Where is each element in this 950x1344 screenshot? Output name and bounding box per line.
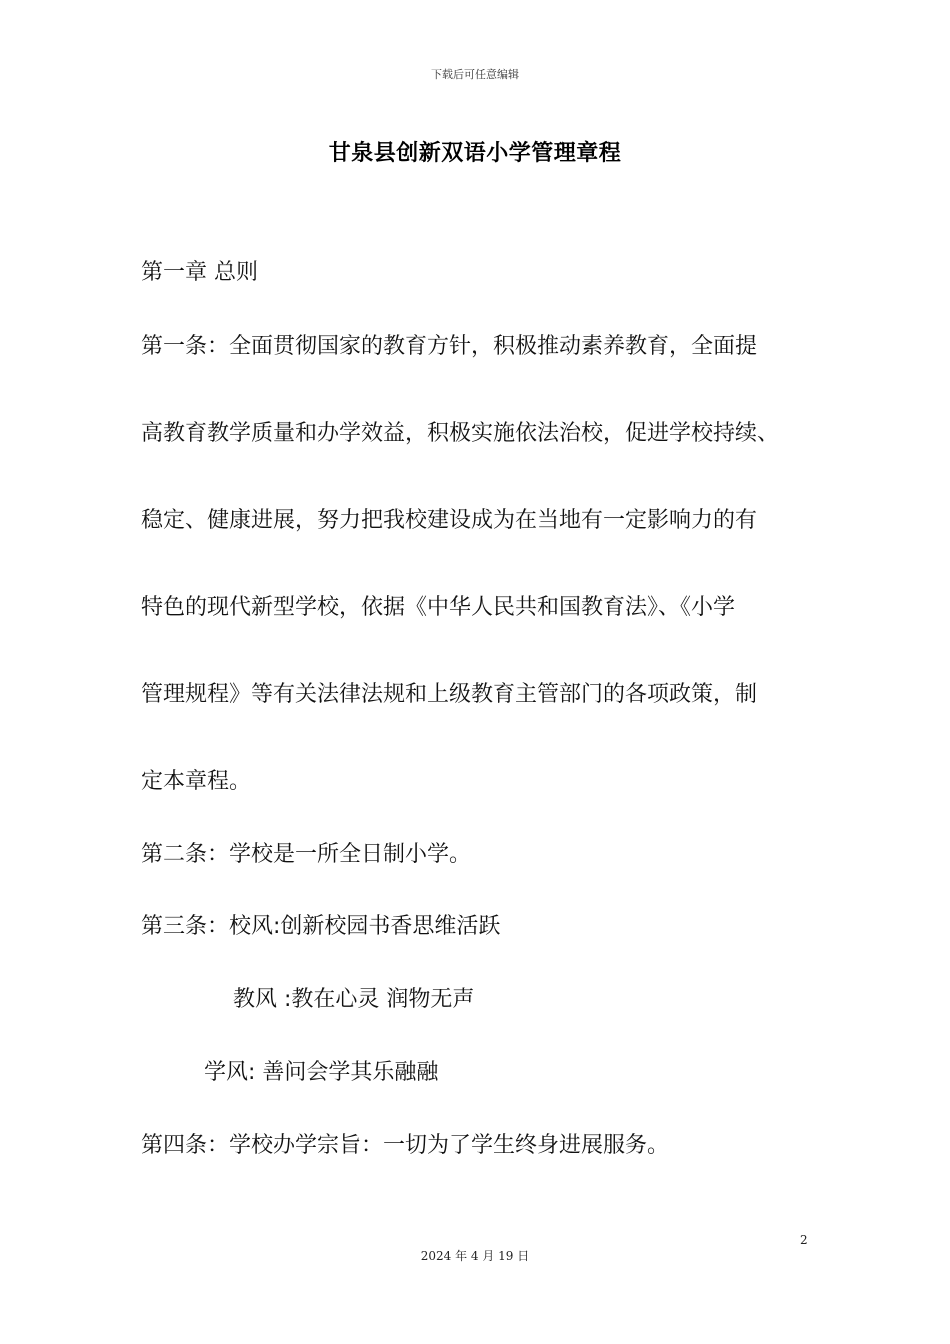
article-1-line-5: 管理规程》等有关法律法规和上级教育主管部门的各项政策，制 [141, 682, 758, 707]
article-1-line-1: 第一条：全面贯彻国家的教育方针，积极推动素养教育，全面提 [141, 334, 758, 359]
article-3-school-motto: 第三条：校风:创新校园书香思维活跃 [141, 914, 501, 939]
article-4: 第四条：学校办学宗旨：一切为了学生终身进展服务。 [141, 1133, 670, 1158]
article-3-teaching-motto: 教风 :教在心灵 润物无声 [233, 987, 475, 1012]
article-1-line-4: 特色的现代新型学校，依据《中华人民共和国教育法》、《小学 [141, 595, 736, 620]
chapter-heading: 第一章 总则 [141, 260, 258, 285]
document-title: 甘泉县创新双语小学管理章程 [328, 141, 622, 166]
article-1-line-3: 稳定、健康进展，努力把我校建设成为在当地有一定影响力的有 [141, 508, 758, 533]
article-1-line-6: 定本章程。 [141, 769, 252, 794]
page-number: 2 [800, 1233, 808, 1247]
article-3-study-motto: 学风: 善问会学其乐融融 [204, 1060, 439, 1085]
footer-date: 2024 年 4 月 19 日 [420, 1249, 530, 1263]
article-1-line-2: 高教育教学质量和办学效益，积极实施依法治校，促进学校持续、 [141, 421, 780, 446]
header-note: 下载后可任意编辑 [431, 68, 519, 81]
article-2: 第二条：学校是一所全日制小学。 [141, 842, 472, 867]
